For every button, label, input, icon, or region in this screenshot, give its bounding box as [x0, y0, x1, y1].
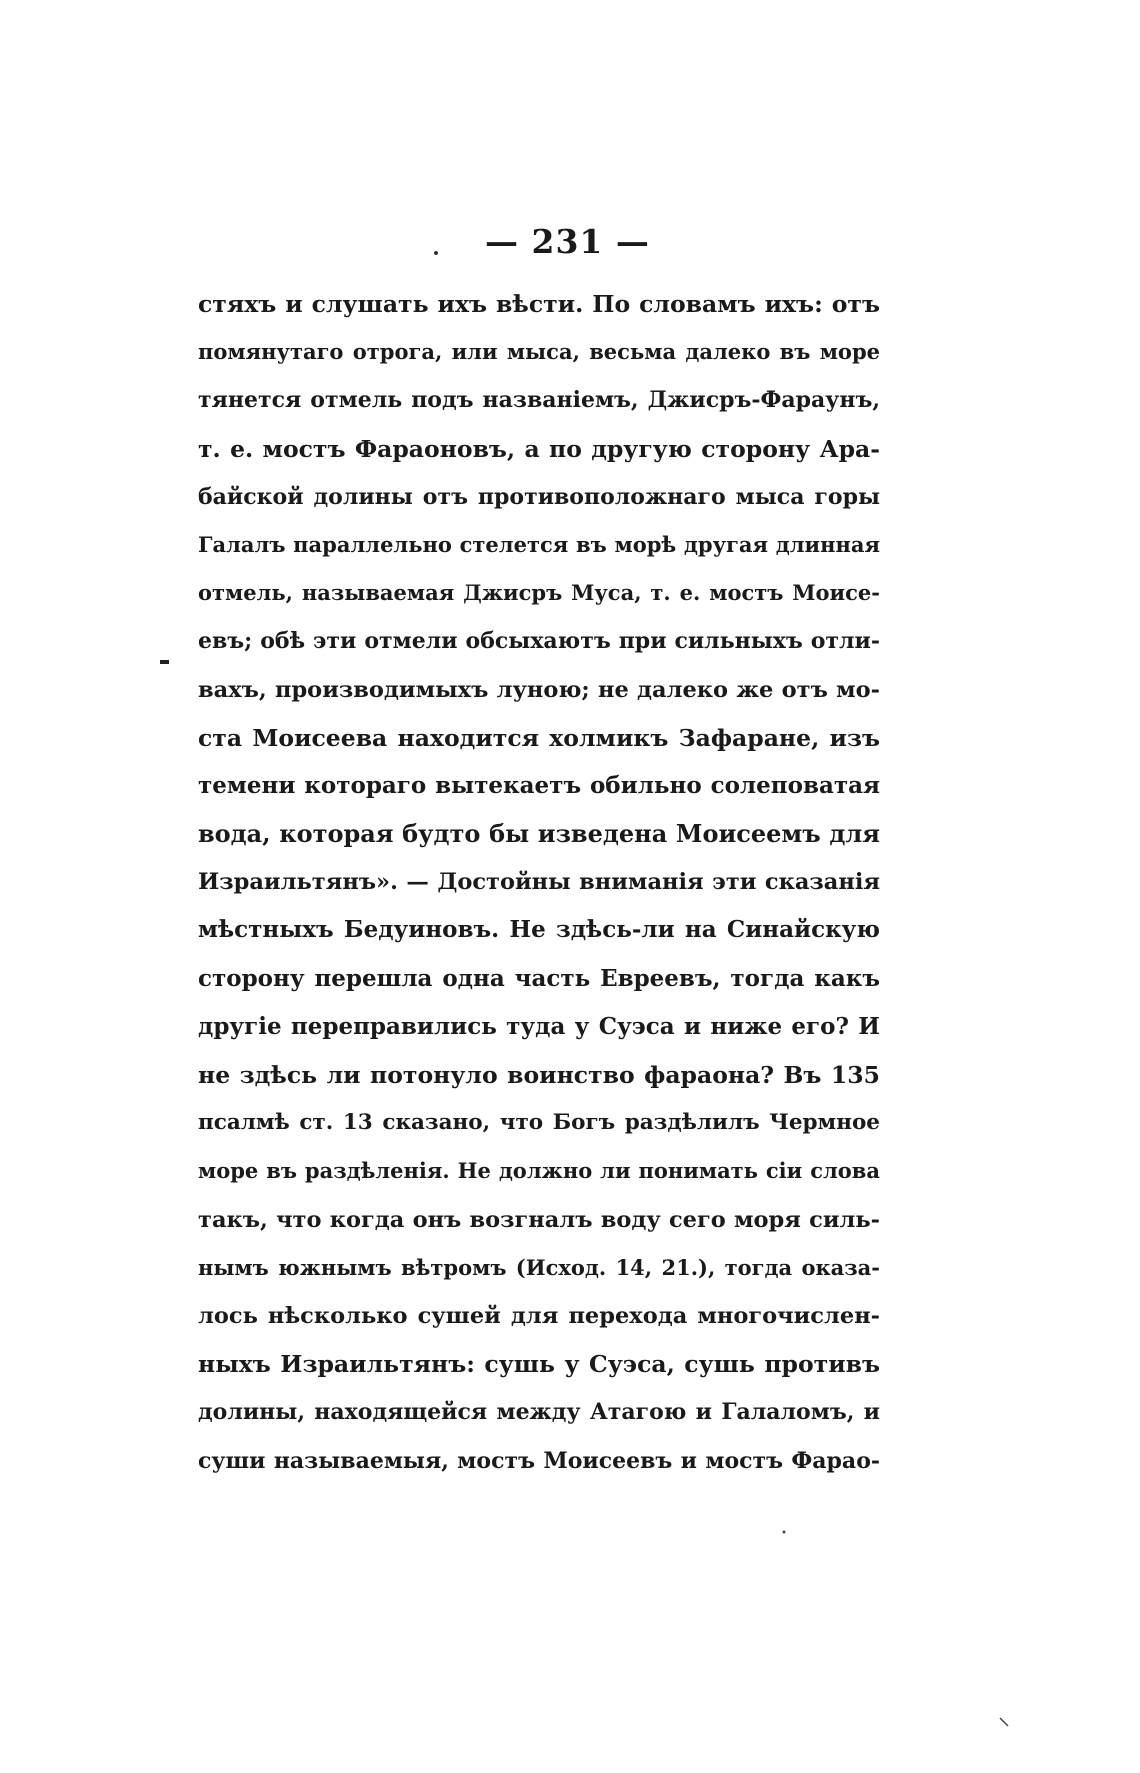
text-line: не здѣсь ли потонуло воинство фараона? Въ 135: [198, 1061, 880, 1089]
dust-speck: [783, 1531, 786, 1534]
text-line: ста Моисеева находится холмикъ Зафаране, изъ: [198, 723, 880, 752]
text-line: евъ; обѣ эти отмели обсыхаютъ при сильныхъ отли-: [198, 628, 880, 655]
dust-speck: [434, 251, 438, 255]
text-line: Израильтянъ». — Достойны вниманiя эти сказанiя: [198, 869, 880, 896]
text-line: тянется отмель подъ названiемъ, Джисръ-Фараунъ,: [198, 387, 880, 414]
text-line: суши называемыя, мостъ Моисеевъ и мостъ Фарао-: [198, 1447, 880, 1474]
page-number: — 231 —: [485, 222, 650, 261]
text-line: нымъ южнымъ вѣтромъ (Исход. 14, 21.), тогда оказа-: [198, 1254, 880, 1280]
text-line: Галалъ параллельно стелется въ морѣ другая длинная: [198, 531, 880, 557]
text-line: долины, находящейся между Атагою и Галаломъ, и: [198, 1399, 880, 1426]
dust-speck: [1000, 1718, 1008, 1726]
text-line: вахъ, производимыхъ луною; не далеко же отъ мо-: [198, 676, 880, 703]
text-line: помянутаго отрога, или мыса, весьма далеко въ море: [198, 339, 880, 365]
text-line: мѣстныхъ Бедуиновъ. Не здѣсь-ли на Синайскую: [198, 916, 880, 944]
text-line: отмель, называемая Джисръ Муса, т. е. мостъ Моисе-: [198, 580, 880, 606]
text-line: другiе переправились туда у Суэса и ниже его? И: [198, 1012, 880, 1040]
text-line: море въ раздѣленiя. Не должно ли понимать сiи слова: [198, 1158, 880, 1184]
margin-mark: [160, 660, 169, 664]
text-line: ныхъ Израильтянъ: сушь у Суэса, сушь противъ: [198, 1350, 880, 1379]
body-text: [198, 280, 880, 1485]
text-line: такъ, что когда онъ возгналъ воду сего моря силь-: [198, 1206, 880, 1233]
text-line: псалмѣ ст. 13 сказано, что Богъ раздѣлилъ Чермное: [198, 1110, 880, 1136]
text-line: т. е. мостъ Фараоновъ, а по другую сторону Ара-: [198, 434, 880, 463]
text-line: стяхъ и слушать ихъ вѣсти. По словамъ ихъ: отъ: [198, 290, 880, 318]
text-line: лось нѣсколько сушей для перехода многочислен-: [198, 1302, 880, 1329]
text-line: байской долины отъ противоположнаго мыса горы: [198, 483, 880, 510]
text-line: сторону перешла одна часть Евреевъ, тогда какъ: [198, 964, 880, 992]
text-line: темени котораго вытекаетъ обильно солеповатая: [198, 771, 880, 799]
text-line: вода, которая будто бы изведена Моисеемъ для: [198, 819, 880, 849]
